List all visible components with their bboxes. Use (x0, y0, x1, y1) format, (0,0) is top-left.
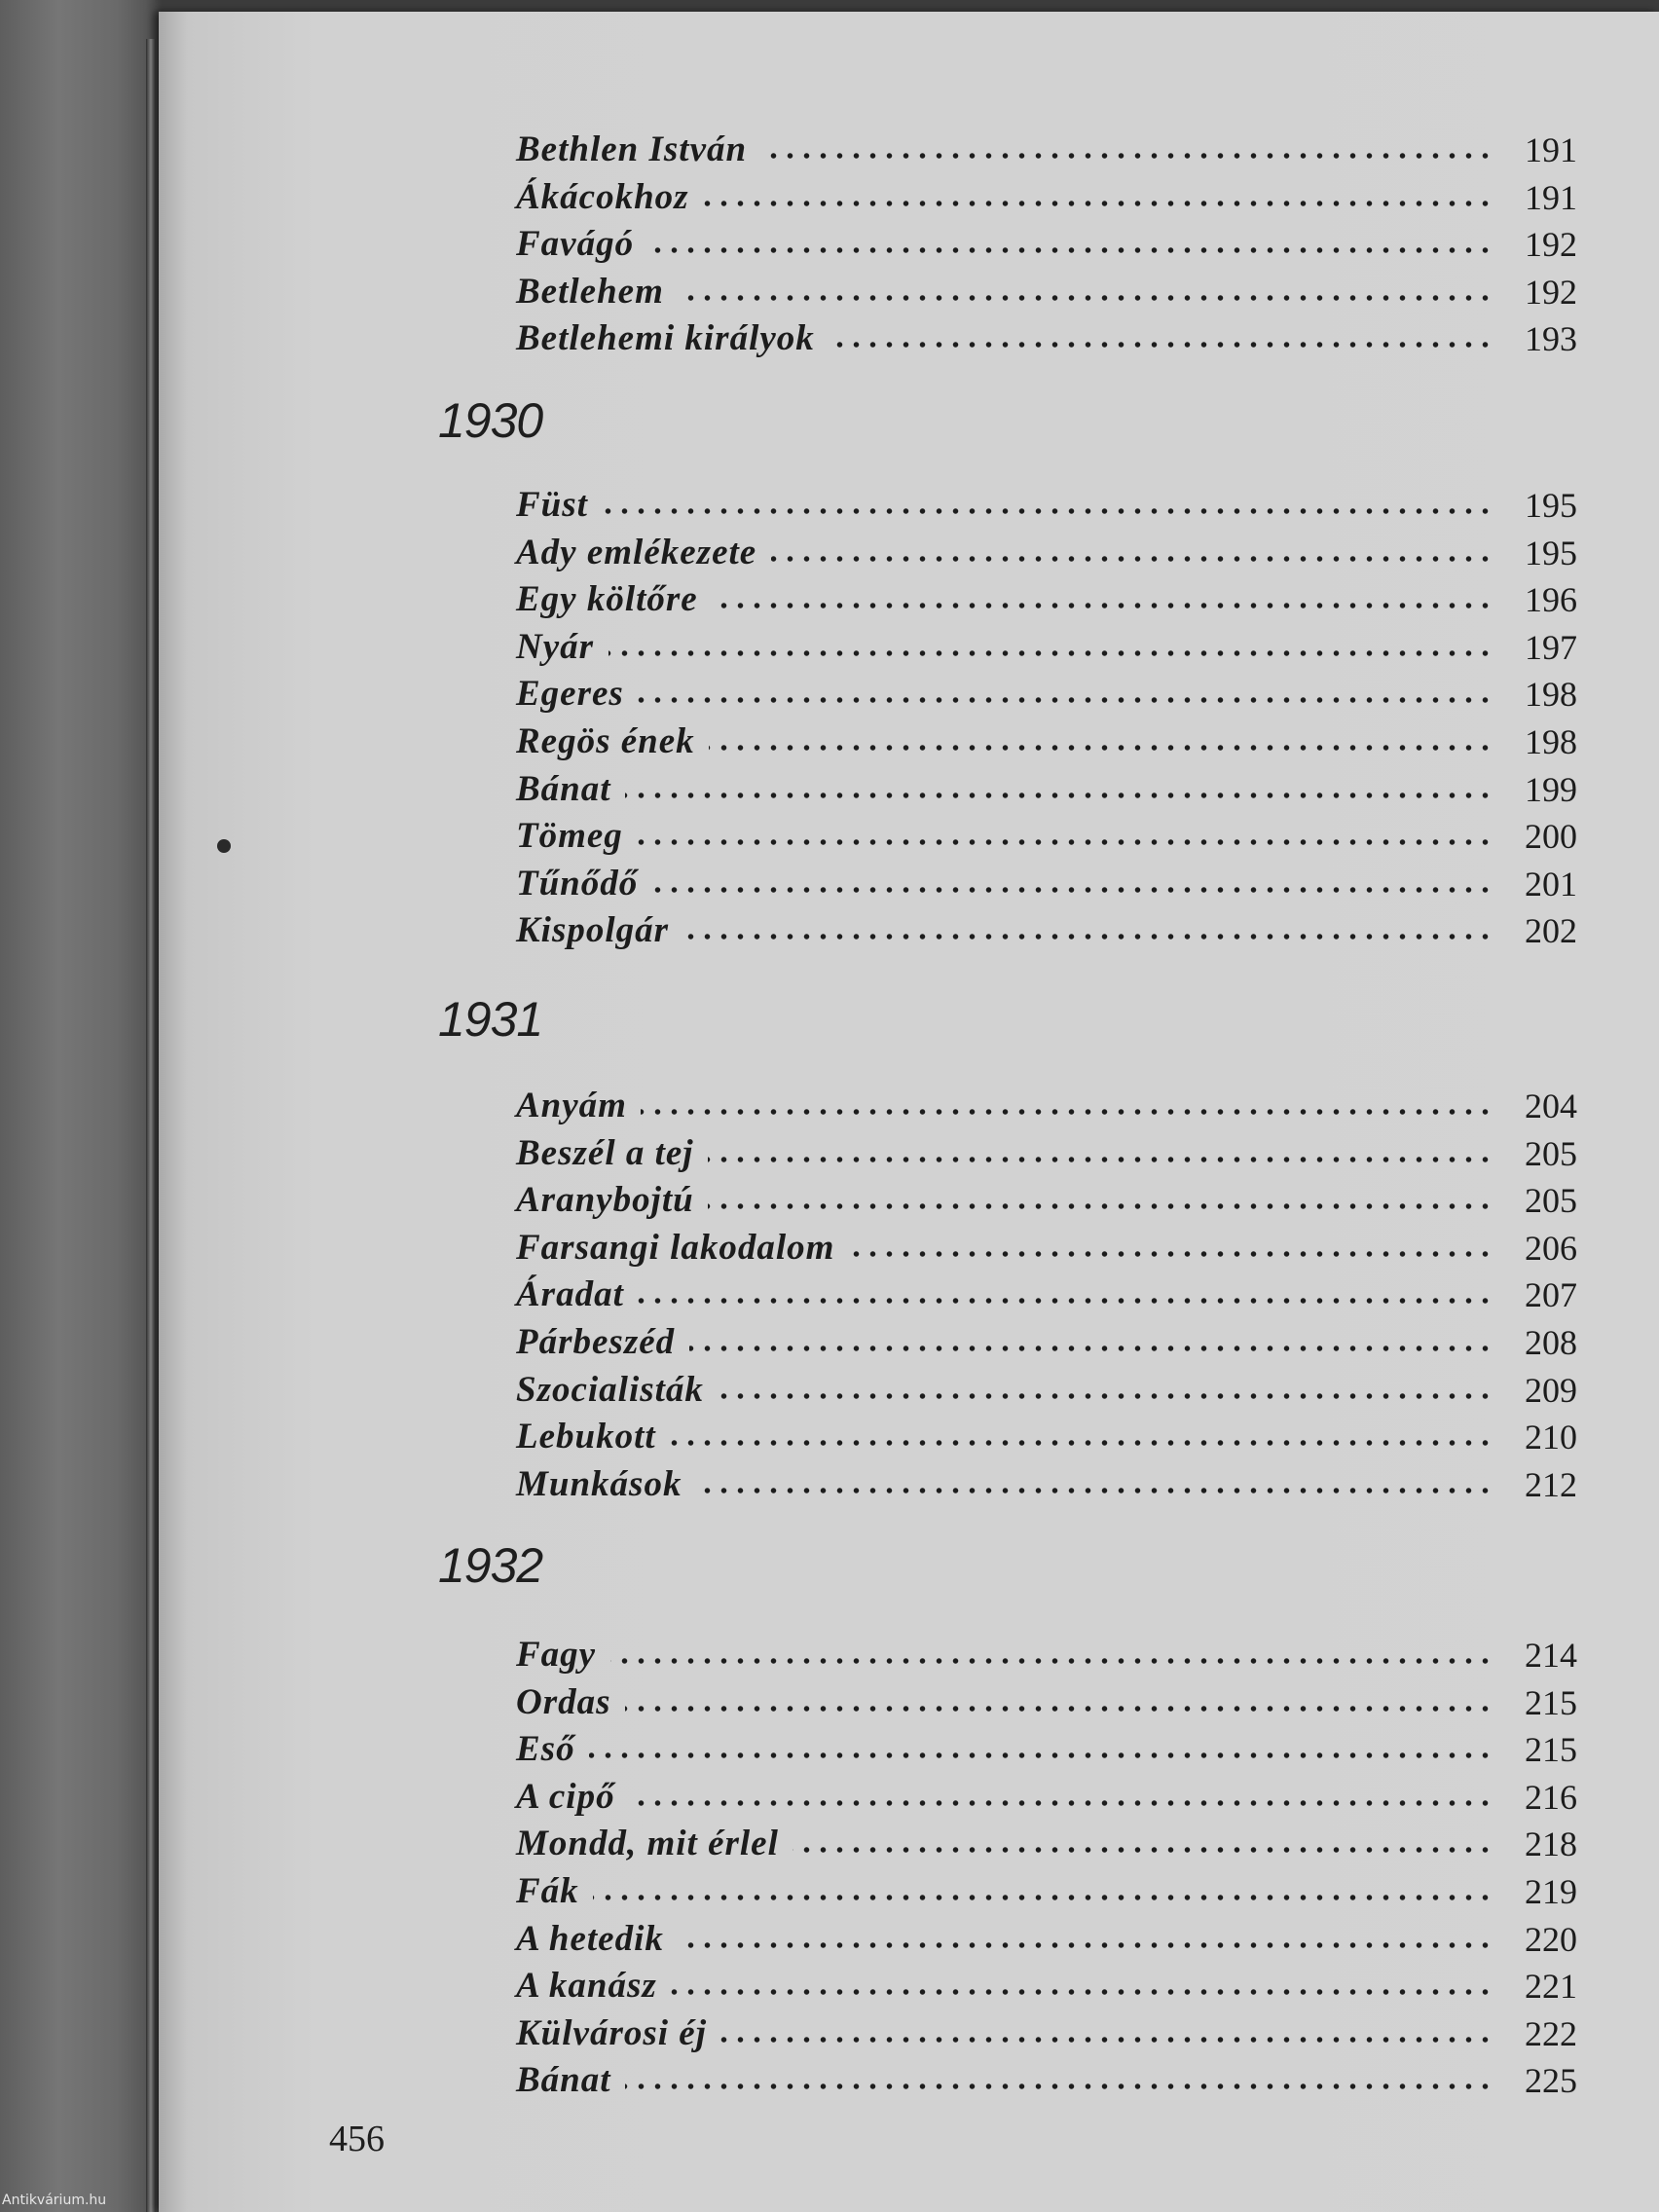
toc-entry-page: 222 (1525, 2014, 1577, 2053)
toc-entry-title: Lebukott (516, 1417, 656, 1456)
toc-entry (0, 576, 1659, 623)
dot-leader (671, 1988, 1493, 1996)
dot-leader (608, 649, 1493, 657)
dot-leader (761, 152, 1493, 160)
toc-entry (0, 1774, 1659, 1821)
toc-entry-title: Munkások (516, 1464, 682, 1504)
toc-entry-title: Füst (516, 485, 588, 525)
toc-entry-title: Párbeszéd (516, 1322, 676, 1362)
toc-entry (0, 1679, 1659, 1726)
dot-leader (771, 555, 1493, 563)
toc-entry-title: Tömeg (516, 816, 623, 856)
toc-entry-title: Áradat (516, 1274, 624, 1314)
dot-leader (696, 1487, 1493, 1494)
dot-leader (708, 1202, 1493, 1210)
toc-entry (0, 174, 1659, 221)
toc-entry (0, 671, 1659, 718)
toc-entry-title: Betlehem (516, 272, 664, 312)
dot-leader (648, 246, 1493, 254)
toc-entry-page: 210 (1525, 1418, 1577, 1456)
toc-entry-title: Bánat (516, 2060, 611, 2100)
dot-leader (629, 1799, 1493, 1807)
toc-entry-page: 191 (1525, 178, 1577, 217)
section-year-heading: 1930 (438, 393, 543, 448)
dot-leader (712, 602, 1493, 609)
page-number: 456 (329, 2119, 385, 2159)
dot-leader (602, 507, 1493, 515)
toc-entry-title: Aranybojtú (516, 1180, 694, 1220)
dot-leader (709, 744, 1493, 752)
toc-entry-page: 200 (1525, 817, 1577, 856)
dot-leader (589, 1751, 1493, 1759)
toc-entry (0, 1225, 1659, 1272)
toc-entry (0, 315, 1659, 362)
toc-entry (0, 221, 1659, 268)
toc-entry-title: Fák (516, 1871, 579, 1911)
toc-entry (0, 269, 1659, 315)
toc-entry (0, 1461, 1659, 1508)
toc-entry-title: Betlehemi királyok (516, 318, 815, 358)
toc-entry (0, 1916, 1659, 1963)
toc-entry-page: 215 (1525, 1730, 1577, 1769)
toc-entry-title: Nyár (516, 627, 595, 667)
dot-leader (718, 1392, 1493, 1400)
toc-entry-title: Farsangi lakodalom (516, 1228, 835, 1268)
toc-entry (0, 624, 1659, 671)
toc-entry-page: 205 (1525, 1181, 1577, 1220)
toc-entry-title: Egeres (516, 674, 624, 714)
toc-entry (0, 1367, 1659, 1414)
toc-entry (0, 530, 1659, 576)
dot-leader (638, 1297, 1493, 1305)
toc-entry-title: Regös ének (516, 721, 695, 761)
toc-entry (0, 1272, 1659, 1318)
toc-entry-page: 195 (1525, 534, 1577, 572)
toc-entry-title: A cipő (516, 1777, 615, 1817)
toc-entry-page: 202 (1525, 911, 1577, 950)
toc-entry-page: 205 (1525, 1134, 1577, 1173)
toc-entry-page: 199 (1525, 770, 1577, 809)
toc-entry-title: Kispolgár (516, 910, 670, 950)
toc-entry-title: Bánat (516, 769, 611, 809)
toc-entry-page: 212 (1525, 1465, 1577, 1504)
toc-entry-title: A kanász (516, 1966, 657, 2006)
toc-entry (0, 813, 1659, 860)
dot-leader (703, 200, 1493, 207)
toc-entry-page: 191 (1525, 130, 1577, 169)
toc-entry (0, 1130, 1659, 1177)
toc-entry-title: Beszél a tej (516, 1133, 694, 1173)
toc-entry-page: 198 (1525, 722, 1577, 761)
toc-entry-page: 204 (1525, 1087, 1577, 1125)
dot-leader (683, 933, 1493, 940)
toc-entry-page: 195 (1525, 486, 1577, 525)
toc-entry (0, 1319, 1659, 1366)
dot-leader (593, 1894, 1493, 1901)
toc-entry-page: 208 (1525, 1323, 1577, 1362)
toc-entry (0, 1868, 1659, 1915)
toc-entry-page: 219 (1525, 1872, 1577, 1911)
toc-entry (0, 1632, 1659, 1678)
toc-entry-title: Fagy (516, 1635, 597, 1675)
toc-entry-page: 192 (1525, 225, 1577, 264)
toc-entry-page: 198 (1525, 675, 1577, 714)
toc-entry-title: Tűnődő (516, 864, 639, 903)
toc-entry (0, 2010, 1659, 2057)
toc-entry-title: Egy költőre (516, 579, 698, 619)
toc-entry-page: 196 (1525, 580, 1577, 619)
toc-entry (0, 719, 1659, 765)
dot-leader (610, 1657, 1493, 1665)
toc-entry-page: 221 (1525, 1967, 1577, 2006)
toc-entry-page: 193 (1525, 319, 1577, 358)
toc-entry (0, 1414, 1659, 1460)
toc-entry (0, 1963, 1659, 2009)
toc-entry (0, 907, 1659, 954)
toc-entry-title: Ordas (516, 1682, 611, 1722)
toc-entry-title: Szocialisták (516, 1370, 704, 1410)
toc-entry (0, 861, 1659, 907)
dot-leader (849, 1250, 1493, 1258)
toc-entry-title: Eső (516, 1729, 575, 1769)
dot-leader (720, 2036, 1493, 2044)
toc-entry-page: 206 (1525, 1229, 1577, 1268)
toc-entry-page: 207 (1525, 1275, 1577, 1314)
dot-leader (625, 1705, 1493, 1713)
dot-leader (689, 1345, 1493, 1352)
watermark-text: Antikvárium.hu (2, 2193, 107, 2208)
toc-entry (0, 1083, 1659, 1129)
toc-entry (0, 127, 1659, 173)
toc-entry-title: Bethlen István (516, 129, 748, 169)
dot-leader (625, 2083, 1493, 2090)
toc-entry-page: 197 (1525, 628, 1577, 667)
dot-leader (829, 341, 1493, 349)
dot-leader (678, 1941, 1493, 1949)
dot-leader (670, 1439, 1493, 1447)
toc-entry (0, 482, 1659, 529)
dot-leader (641, 1108, 1493, 1116)
toc-entry (0, 2057, 1659, 2104)
section-year-heading: 1931 (438, 992, 543, 1047)
toc-entry-title: Ákácokhoz (516, 177, 689, 217)
toc-entry-page: 201 (1525, 865, 1577, 903)
dot-leader (637, 838, 1493, 846)
toc-entry-title: Külvárosi éj (516, 2013, 707, 2053)
toc-entry-title: Ady emlékezete (516, 533, 757, 572)
toc-entry-page: 218 (1525, 1825, 1577, 1863)
dot-leader (793, 1846, 1493, 1854)
toc-entry-title: A hetedik (516, 1919, 664, 1959)
toc-entry (0, 1821, 1659, 1867)
toc-entry (0, 766, 1659, 813)
toc-entry-page: 192 (1525, 273, 1577, 312)
toc-entry-title: Anyám (516, 1086, 627, 1125)
dot-leader (638, 696, 1493, 704)
dot-leader (652, 886, 1493, 894)
toc-entry-page: 216 (1525, 1778, 1577, 1817)
toc-entry-page: 225 (1525, 2061, 1577, 2100)
toc-entry-title: Favágó (516, 224, 635, 264)
toc-entry-title: Mondd, mit érlel (516, 1824, 779, 1863)
toc-entry-page: 215 (1525, 1683, 1577, 1722)
toc-entry (0, 1726, 1659, 1773)
section-year-heading: 1932 (438, 1538, 543, 1593)
toc-entry (0, 1177, 1659, 1224)
dot-leader (625, 792, 1493, 799)
toc-entry-page: 214 (1525, 1636, 1577, 1675)
dot-leader (708, 1156, 1493, 1163)
toc-entry-page: 209 (1525, 1371, 1577, 1410)
dot-leader (678, 294, 1493, 302)
toc-entry-page: 220 (1525, 1920, 1577, 1959)
